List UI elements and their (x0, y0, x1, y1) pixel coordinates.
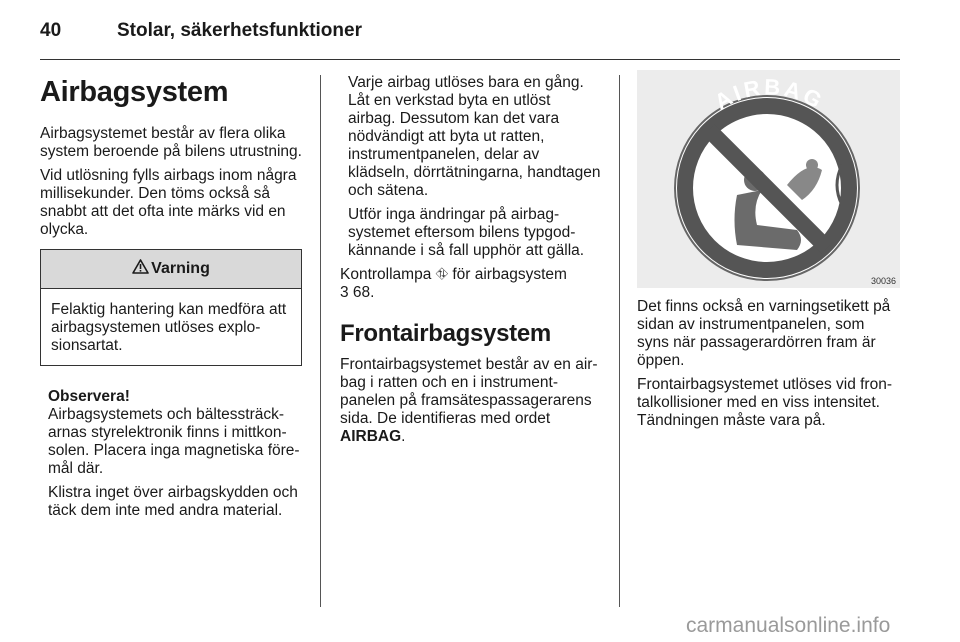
airbag-indicator-icon: ⛗ (435, 266, 449, 283)
no-child-seat-airbag-icon (637, 70, 900, 288)
warning-title: Varning (151, 260, 210, 277)
paragraph: Klistra inget över airbagskydden och täck dem inte med andra material. (48, 484, 298, 519)
indented-block (340, 74, 602, 260)
page-header (40, 14, 920, 54)
paragraph-end: . (401, 428, 406, 445)
airbag-warning-figure (637, 70, 900, 288)
paragraph: Utför inga ändringar på airbagsystemet eftersom bilens typgodkännande i så fall upphör att gälla. (348, 206, 585, 259)
reference-arrow-icon: 3 (340, 284, 349, 301)
indicator-text: Kontrollampa (340, 266, 436, 283)
paragraph: Airbagsystemets och bältessträckarnas styrelektronik finns i mittkonsolen. Placera inga magnetiska föremål där. (48, 406, 300, 477)
figure-label: AIRBAG (710, 74, 829, 115)
section-heading: Frontairbagsystem (340, 320, 551, 347)
warning-header (41, 250, 301, 289)
indicator-suffix: för airbagsystem (448, 266, 567, 283)
column-right (637, 70, 900, 436)
paragraph: Vid utlösning fylls airbags inom några millisekunder. Den töms också så snabbt att det ofta inte märks vid en olycka. (40, 167, 297, 238)
column-middle (340, 74, 602, 452)
note-block (40, 388, 302, 520)
airbag-label: AIRBAG (340, 428, 402, 445)
paragraph: Frontairbagsystemet utlöses vid frontalkollisioner med en viss intensitet. Tändningen måste vara på. (637, 376, 893, 429)
section-heading: Airbagsystem (40, 76, 229, 108)
warning-triangle-icon (132, 259, 149, 279)
paragraph: Airbagsystemet består av flera olika system beroende på bilens utrustning. (40, 125, 302, 160)
note-title: Observera! (48, 388, 130, 405)
column-divider (320, 75, 321, 607)
chapter-title: Stolar, säkerhetsfunktioner (117, 20, 362, 41)
indicator-paragraph (340, 266, 602, 302)
warning-box (40, 249, 302, 366)
paragraph (340, 356, 602, 446)
warning-body (41, 289, 301, 365)
column-divider (619, 75, 620, 607)
header-divider (40, 59, 900, 60)
warning-text: Felaktig hantering kan medföra att airbagsystemen utlöses explosionsartat. (51, 301, 287, 354)
reference-page: 68. (348, 284, 375, 301)
paragraph: Varje airbag utlöses bara en gång. Låt en verkstad byta en utlöst airbag. Dessutom kan det vara nödvändigt att byta ut ratten, instrumentpanelen, delar av klädseln, dörrtätningarna, handtagen och sätena. (348, 74, 601, 199)
watermark: carmanualsonline.info (686, 614, 891, 637)
paragraph: Det finns också en varningsetikett på sidan av instrumentpanelen, som syns när passagerardörren fram är öppen. (637, 298, 891, 369)
figure-number: 30036 (870, 276, 896, 286)
page-number: 40 (40, 20, 62, 41)
column-left (40, 70, 302, 526)
paragraph-text: Frontairbagsystemet består av en airbag i ratten och en i instrumentpanelen på framsätespassagerarens sida. De identifieras med ordet (340, 356, 598, 427)
